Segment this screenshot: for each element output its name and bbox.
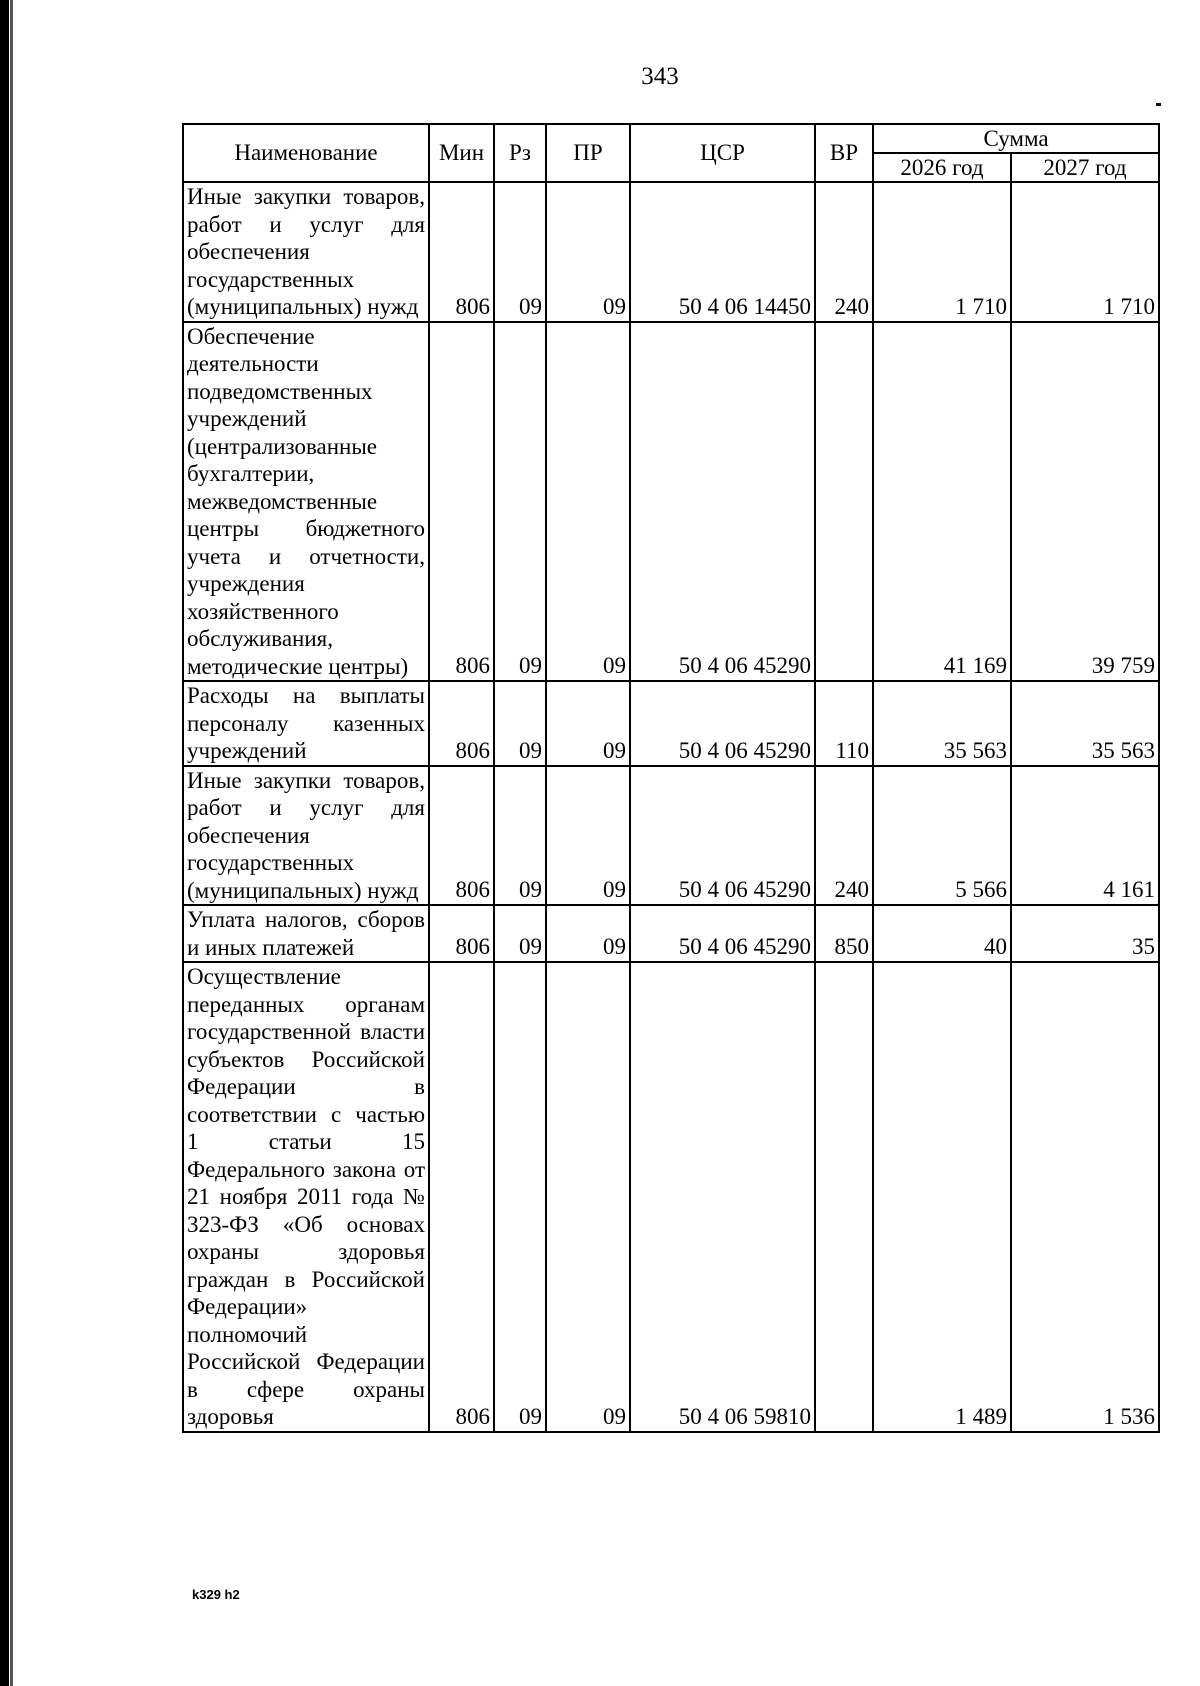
row-csr: 50 4 06 45290 xyxy=(630,322,815,682)
row-pr: 09 xyxy=(546,962,630,1432)
row-sum-2027: 4 161 xyxy=(1011,766,1159,906)
row-vr: 240 xyxy=(815,182,873,322)
header-name: Наименование xyxy=(183,124,429,182)
row-sum-2027: 1 536 xyxy=(1011,962,1159,1432)
row-min: 806 xyxy=(429,681,494,766)
row-vr xyxy=(815,322,873,682)
row-sum-2026: 35 563 xyxy=(873,681,1011,766)
table-row xyxy=(183,681,1159,766)
header-csr: ЦСР xyxy=(630,124,815,182)
row-pr: 09 xyxy=(546,322,630,682)
row-vr xyxy=(815,962,873,1432)
table-row xyxy=(183,766,1159,906)
row-rz: 09 xyxy=(494,182,546,322)
row-min: 806 xyxy=(429,182,494,322)
row-vr: 240 xyxy=(815,766,873,906)
row-pr: 09 xyxy=(546,905,630,962)
row-name: Уплата налогов, сборов и иных платежей xyxy=(183,905,429,962)
table-row xyxy=(183,182,1159,322)
row-rz: 09 xyxy=(494,322,546,682)
row-sum-2026: 5 566 xyxy=(873,766,1011,906)
row-rz: 09 xyxy=(494,766,546,906)
row-sum-2026: 41 169 xyxy=(873,322,1011,682)
scan-speck xyxy=(1156,103,1161,106)
row-csr: 50 4 06 45290 xyxy=(630,905,815,962)
table-row xyxy=(183,962,1159,1432)
row-name: Обеспечение деятельности подведомственных учреждений (централизованные бухгалтерии, межведомственные центры бюджетного учета и отчетности, учреждения хозяйственного обслуживания, методические центры) xyxy=(183,322,429,682)
row-name: Иные закупки товаров, работ и услуг для обеспечения государственных (муниципальных) нужд xyxy=(183,766,429,906)
row-csr: 50 4 06 59810 xyxy=(630,962,815,1432)
header-vr: ВР xyxy=(815,124,873,182)
row-pr: 09 xyxy=(546,766,630,906)
row-rz: 09 xyxy=(494,681,546,766)
scan-border xyxy=(0,0,9,1686)
row-min: 806 xyxy=(429,322,494,682)
header-year-2026: 2026 год xyxy=(873,153,1011,182)
row-name: Осуществление переданных органам государственной власти субъектов Российской Федерации в соответствии с частью 1 статьи 15 Федерального закона от 21 ноября 2011 года № 323-ФЗ «Об основах охраны здоровья граждан в Российской Федерации» полномочий Российской Федерации в сфере охраны здоровья xyxy=(183,962,429,1432)
row-min: 806 xyxy=(429,962,494,1432)
row-pr: 09 xyxy=(546,182,630,322)
row-csr: 50 4 06 45290 xyxy=(630,681,815,766)
row-min: 806 xyxy=(429,905,494,962)
row-pr: 09 xyxy=(546,681,630,766)
scan-border-shadow xyxy=(10,0,13,1686)
row-sum-2026: 1 489 xyxy=(873,962,1011,1432)
row-sum-2027: 39 759 xyxy=(1011,322,1159,682)
budget-table xyxy=(182,123,1160,1433)
row-sum-2026: 40 xyxy=(873,905,1011,962)
header-year-2027: 2027 год xyxy=(1011,153,1159,182)
row-rz: 09 xyxy=(494,905,546,962)
header-pr: ПР xyxy=(546,124,630,182)
row-sum-2027: 1 710 xyxy=(1011,182,1159,322)
page-number: 343 xyxy=(641,63,679,90)
row-name: Иные закупки товаров, работ и услуг для обеспечения государственных (муниципальных) нужд xyxy=(183,182,429,322)
table-row xyxy=(183,905,1159,962)
row-vr: 850 xyxy=(815,905,873,962)
row-csr: 50 4 06 45290 xyxy=(630,766,815,906)
row-rz: 09 xyxy=(494,962,546,1432)
row-name: Расходы на выплаты персоналу казенных учреждений xyxy=(183,681,429,766)
table-row xyxy=(183,322,1159,682)
footer-code: k329 h2 xyxy=(192,1587,240,1602)
table-body xyxy=(183,182,1159,1432)
row-vr: 110 xyxy=(815,681,873,766)
row-min: 806 xyxy=(429,766,494,906)
row-csr: 50 4 06 14450 xyxy=(630,182,815,322)
row-sum-2026: 1 710 xyxy=(873,182,1011,322)
table-header xyxy=(183,124,1159,182)
header-sum: Сумма xyxy=(873,124,1159,153)
header-min: Мин xyxy=(429,124,494,182)
row-sum-2027: 35 563 xyxy=(1011,681,1159,766)
header-rz: Рз xyxy=(494,124,546,182)
row-sum-2027: 35 xyxy=(1011,905,1159,962)
